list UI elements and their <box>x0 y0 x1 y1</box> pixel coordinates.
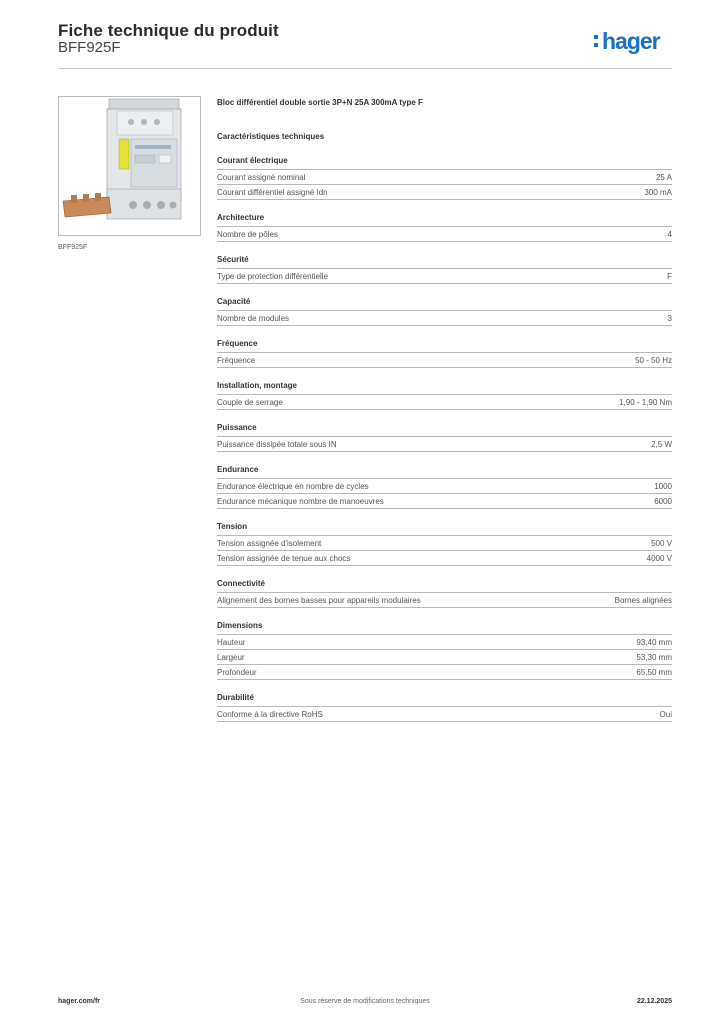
spec-label: Alignement des bornes basses pour appareils modulaires <box>217 595 421 605</box>
spec-group <box>217 296 672 326</box>
product-image <box>58 96 201 236</box>
spec-row <box>217 352 672 368</box>
spec-group-title: Endurance <box>217 465 259 474</box>
spec-label: Courant assigné nominal <box>217 172 306 182</box>
spec-rows <box>217 352 672 368</box>
spec-value: Oui <box>659 709 672 719</box>
image-caption: BFF925F <box>58 244 88 251</box>
spec-groups <box>217 155 672 722</box>
spec-value: Bornes alignées <box>614 595 672 605</box>
spec-value: 500 V <box>651 538 672 548</box>
spec-row <box>217 184 672 200</box>
spec-label: Tension assignée d'isolement <box>217 538 322 548</box>
spec-label: Nombre de modules <box>217 313 290 323</box>
spec-row <box>217 706 672 722</box>
hager-logo[interactable] <box>594 28 674 56</box>
spec-group <box>217 155 672 200</box>
spec-rows <box>217 169 672 200</box>
spec-label: Courant différentiel assigné Idn <box>217 187 328 197</box>
spec-label: Profondeur <box>217 667 257 677</box>
spec-row <box>217 592 672 608</box>
spec-group-title: Dimensions <box>217 621 263 630</box>
spec-label: Fréquence <box>217 355 256 365</box>
spec-group-title: Puissance <box>217 423 257 432</box>
spec-label: Puissance dissipée totale sous IN <box>217 439 337 449</box>
spec-group <box>217 254 672 284</box>
logo-dots-icon <box>594 35 600 51</box>
spec-row <box>217 310 672 326</box>
spec-row <box>217 493 672 509</box>
spec-value: 1,90 - 1,90 Nm <box>619 397 672 407</box>
spec-row <box>217 268 672 284</box>
spec-group-title: Architecture <box>217 213 265 222</box>
spec-label: Couple de serrage <box>217 397 283 407</box>
spec-row <box>217 535 672 550</box>
footer-date: 22.12.2025 <box>636 998 672 1005</box>
spec-value: 300 mA <box>644 187 672 197</box>
spec-rows <box>217 478 672 509</box>
spec-rows <box>217 226 672 242</box>
spec-row <box>217 226 672 242</box>
spec-row <box>217 478 672 493</box>
spec-value: 4 <box>667 229 672 239</box>
spec-value: 3 <box>667 313 672 323</box>
spec-group <box>217 422 672 452</box>
spec-row <box>217 394 672 410</box>
spec-row <box>217 664 672 680</box>
spec-value: 50 - 50 Hz <box>635 355 672 365</box>
spec-group <box>217 692 672 722</box>
footer-website-link[interactable]: hager.com/fr <box>58 998 101 1005</box>
spec-value: 93,40 mm <box>636 637 672 647</box>
spec-rows <box>217 310 672 326</box>
spec-group-title: Courant électrique <box>217 156 288 165</box>
spec-group <box>217 521 672 566</box>
spec-group-title: Connectivité <box>217 579 266 588</box>
product-reference: BFF925F <box>58 39 121 56</box>
spec-content <box>217 96 672 722</box>
spec-group-title: Tension <box>217 522 248 531</box>
logo-text: hager <box>602 28 660 54</box>
spec-group <box>217 620 672 680</box>
section-title: Caractéristiques techniques <box>217 132 325 141</box>
spec-group <box>217 380 672 410</box>
spec-group-title: Fréquence <box>217 339 258 348</box>
spec-label: Endurance électrique en nombre de cycles <box>217 481 369 491</box>
spec-group-title: Installation, montage <box>217 381 298 390</box>
spec-rows <box>217 592 672 608</box>
spec-rows <box>217 706 672 722</box>
product-name: Bloc différentiel double sortie 3P+N 25A 300mA type F <box>217 98 423 107</box>
header-divider <box>58 68 672 69</box>
footer-notice: Sous réserve de modifications techniques <box>300 998 430 1005</box>
spec-rows <box>217 436 672 452</box>
spec-group <box>217 338 672 368</box>
spec-group-title: Sécurité <box>217 255 249 264</box>
spec-label: Conforme à la directive RoHS <box>217 709 323 719</box>
spec-group-title: Capacité <box>217 297 251 306</box>
spec-label: Largeur <box>217 652 245 662</box>
spec-group-title: Durabilité <box>217 693 254 702</box>
spec-row <box>217 169 672 184</box>
spec-label: Tension assignée de tenue aux chocs <box>217 553 351 563</box>
page-title: Fiche technique du produit <box>58 21 279 40</box>
spec-rows <box>217 394 672 410</box>
spec-value: 65,50 mm <box>636 667 672 677</box>
spec-row <box>217 634 672 649</box>
spec-row <box>217 436 672 452</box>
spec-value: 25 A <box>655 172 672 182</box>
spec-group <box>217 464 672 509</box>
spec-value: 6000 <box>654 496 672 506</box>
spec-group <box>217 212 672 242</box>
spec-value: 4000 V <box>646 553 672 563</box>
spec-row <box>217 550 672 566</box>
spec-group <box>217 578 672 608</box>
spec-rows <box>217 268 672 284</box>
spec-label: Type de protection différentielle <box>217 271 329 281</box>
product-illustration-icon <box>59 97 200 235</box>
spec-label: Endurance mécanique nombre de manoeuvres <box>217 496 384 506</box>
spec-row <box>217 649 672 664</box>
spec-value: F <box>667 271 672 281</box>
spec-rows <box>217 634 672 680</box>
spec-value: 53,30 mm <box>636 652 672 662</box>
spec-value: 2,5 W <box>651 439 672 449</box>
spec-rows <box>217 535 672 566</box>
spec-label: Hauteur <box>217 637 246 647</box>
spec-value: 1000 <box>654 481 672 491</box>
spec-label: Nombre de pôles <box>217 229 278 239</box>
